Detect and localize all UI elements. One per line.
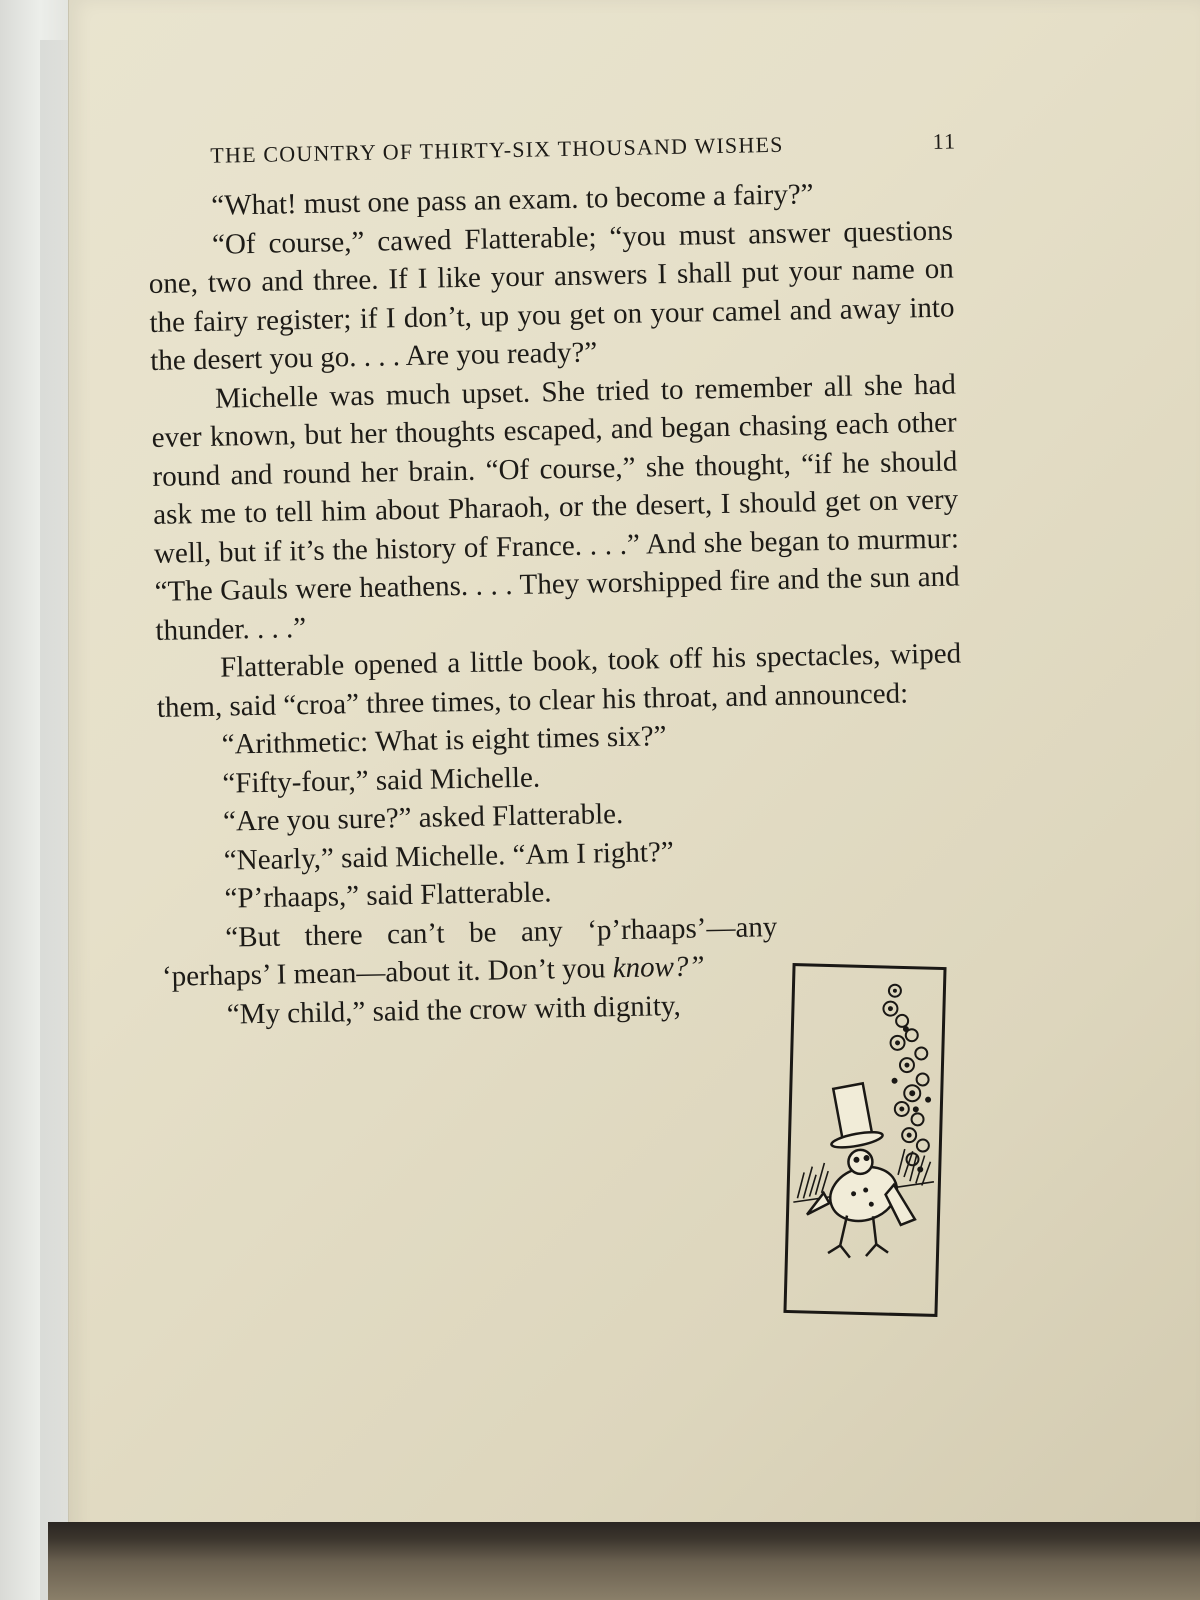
paragraph: “P’rhaaps,” said Flatterable. bbox=[224, 876, 552, 915]
paragraph: “Are you sure?” asked Flatterable. bbox=[222, 797, 624, 838]
paragraph-text: “But there can’t be any ‘p’rhaaps’—any ‘perhaps’ I mean—about it. Don’t you bbox=[161, 910, 778, 993]
paragraph: “My child,” said the crow with dignity, bbox=[226, 989, 682, 1031]
paragraph: “Arithmetic: What is eight times six?” bbox=[221, 720, 667, 761]
paragraph: “Nearly,” said Michelle. “Am I right?” bbox=[223, 835, 674, 877]
page-number: 11 bbox=[932, 128, 957, 154]
emphasis-know: know?” bbox=[612, 950, 705, 985]
body-text bbox=[147, 173, 968, 1035]
paragraph: “Of course,” cawed Flatterable; “you must answer questions one, two and three. If I like your answers I shall put your name on the fairy register; if I don’t, up you get on your camel and away into the desert you go. . . . Are you ready?” bbox=[148, 214, 955, 377]
paragraph: Michelle was much upset. She tried to remember all she had ever known, but her thoughts escaped, and began chasing each other round and round her brain. “Of course,” she thought, “if he should ask me to tell him about Pharaoh, or the desert, I should get on very well, but if it’s the history of France. . . .” And she began to murmur: “The Gauls were heathens. . . . They worshipped fire and the sun and thunder. . . .” bbox=[151, 368, 960, 647]
page-bottom-edge bbox=[48, 1522, 1200, 1600]
paragraph bbox=[161, 908, 778, 997]
crow-drawing bbox=[787, 966, 944, 1314]
paragraph: Flatterable opened a little book, took off his spectacles, wiped them, said “croa” three times, to clear his throat, and announced: bbox=[156, 637, 962, 724]
crow-illustration bbox=[783, 963, 946, 1317]
paragraph: “What! must one pass an exam. to become a fairy?” bbox=[211, 178, 814, 222]
paragraph: “Fifty-four,” said Michelle. bbox=[222, 761, 541, 800]
running-title: THE COUNTRY OF THIRTY-SIX THOUSAND WISHES bbox=[210, 131, 784, 168]
